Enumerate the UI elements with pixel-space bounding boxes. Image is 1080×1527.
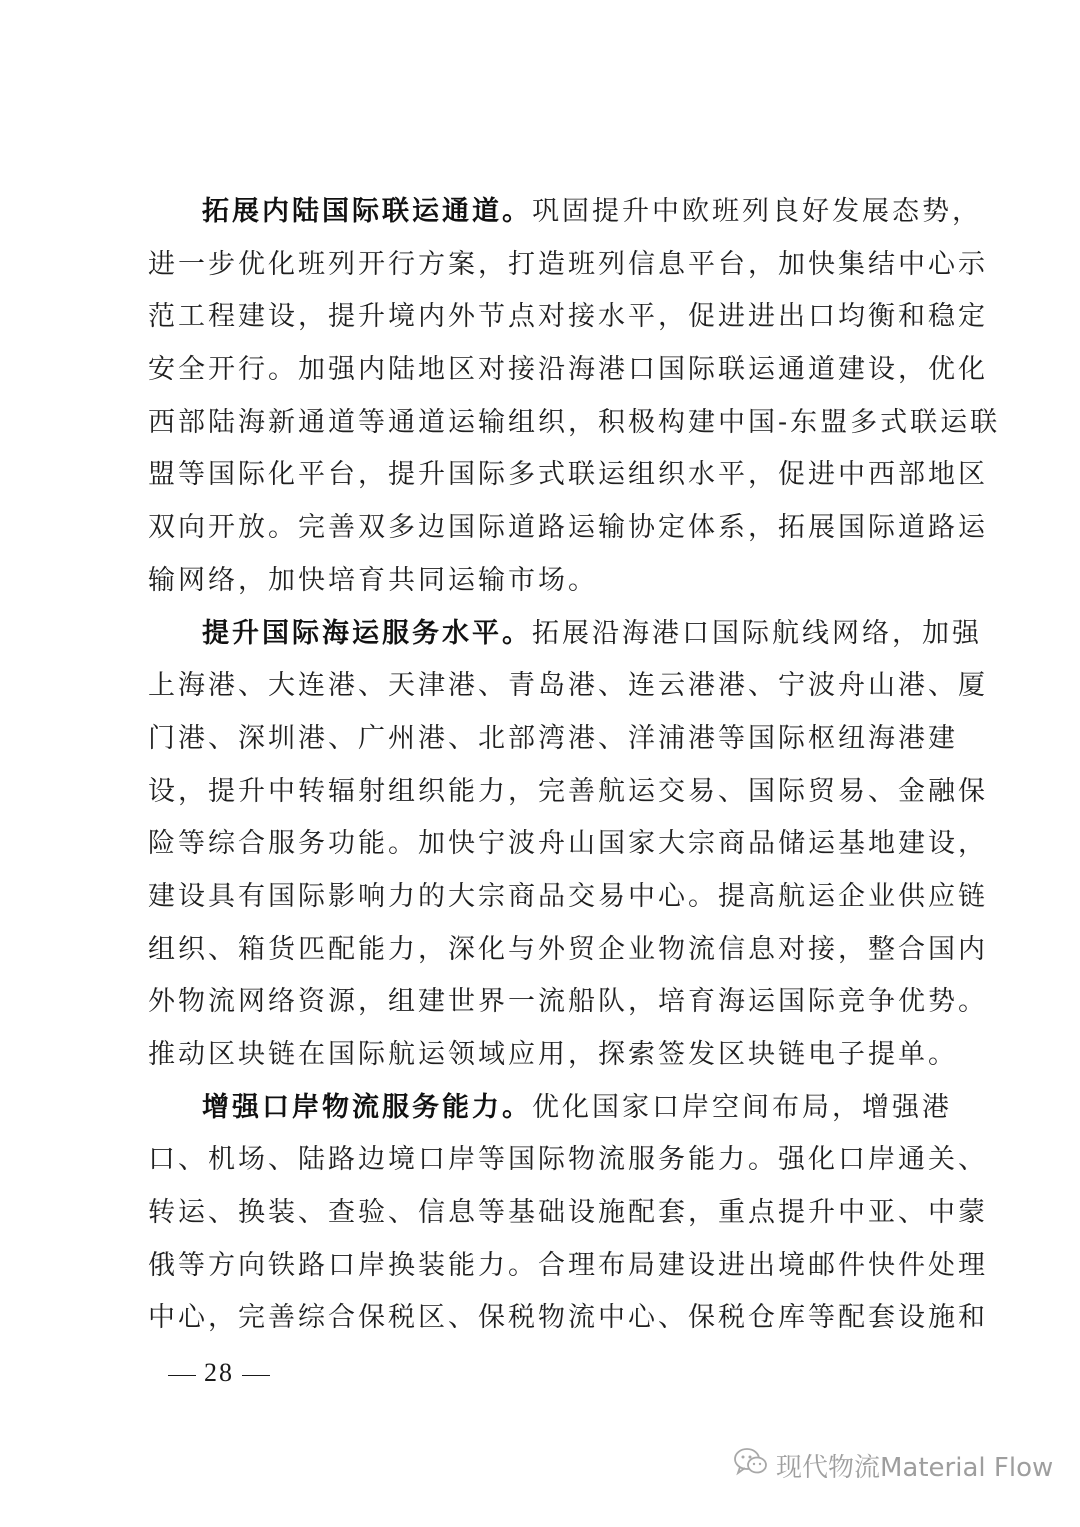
paragraph-line: 口、机场、陆路边境口岸等国际物流服务能力。强化口岸通关、: [148, 1144, 988, 1176]
paragraph-line: 范工程建设，提升境内外节点对接水平，促进进出口均衡和稳定: [148, 301, 988, 333]
paragraph-line: 设，提升中转辐射组织能力，完善航运交易、国际贸易、金融保: [148, 775, 988, 807]
paragraph-line: 组织、箱货匹配能力，深化与外贸企业物流信息对接，整合国内: [148, 933, 988, 965]
watermark-text: 现代物流Material Flow: [776, 1453, 1054, 1483]
paragraph-line: 俄等方向铁路口岸换装能力。合理布局建设进出境邮件快件处理: [148, 1249, 988, 1281]
paragraph-heading: 拓展内陆国际联运通道。: [202, 196, 532, 227]
paragraph-line: 进一步优化班列开行方案，打造班列信息平台，加快集结中心示: [148, 248, 988, 280]
paragraph-line: [148, 186, 982, 239]
paragraph-line: 中心，完善综合保税区、保税物流中心、保税仓库等配套设施和: [148, 1302, 988, 1334]
paragraph-line: 西部陆海新通道等通道运输组织，积极构建中国-东盟多式联运联: [148, 406, 1001, 438]
paragraph-line: [148, 1082, 952, 1135]
paragraph-line: 外物流网络资源，组建世界一流船队，培育海运国际竞争优势。: [148, 986, 988, 1018]
paragraph-line: 推动区块链在国际航运领域应用，探索签发区块链电子提单。: [148, 1039, 958, 1070]
body-text: [148, 186, 1001, 1345]
paragraph-line: 门港、深圳港、广州港、北部湾港、洋浦港等国际枢纽海港建: [148, 722, 958, 754]
page-number-text: 28: [204, 1358, 234, 1387]
paragraph-line: 输网络，加快培育共同运输市场。: [148, 564, 598, 596]
paragraph-heading: 提升国际海运服务水平。: [202, 617, 532, 649]
paragraph-line: 险等综合服务功能。加快宁波舟山国家大宗商品储运基地建设，: [148, 828, 988, 860]
page-number: [160, 1358, 278, 1388]
paragraph-text: 拓展沿海港口国际航线网络，加强: [532, 617, 982, 649]
paragraph-line: [148, 608, 982, 661]
paragraph-line: 上海港、大连港、天津港、青岛港、连云港港、宁波舟山港、厦: [148, 670, 988, 702]
dash-left: [168, 1375, 196, 1376]
paragraph-line: 建设具有国际影响力的大宗商品交易中心。提高航运企业供应链: [148, 880, 988, 912]
watermark: [734, 1447, 1053, 1484]
paragraph-text: 优化国家口岸空间布局，增强港: [532, 1091, 952, 1123]
dash-right: [242, 1375, 270, 1376]
paragraph-line: 盟等国际化平台，提升国际多式联运组织水平，促进中西部地区: [148, 459, 988, 491]
paragraph-line: 安全开行。加强内陆地区对接沿海港口国际联运通道建设，优化: [148, 354, 988, 386]
paragraph-line: 双向开放。完善双多边国际道路运输协定体系，拓展国际道路运: [148, 512, 988, 544]
paragraph-text: 巩固提升中欧班列良好发展态势，: [532, 196, 982, 227]
paragraph-line: 转运、换装、查验、信息等基础设施配套，重点提升中亚、中蒙: [148, 1197, 988, 1229]
paragraph-heading: 增强口岸物流服务能力。: [202, 1091, 532, 1123]
wechat-icon: [734, 1447, 776, 1484]
